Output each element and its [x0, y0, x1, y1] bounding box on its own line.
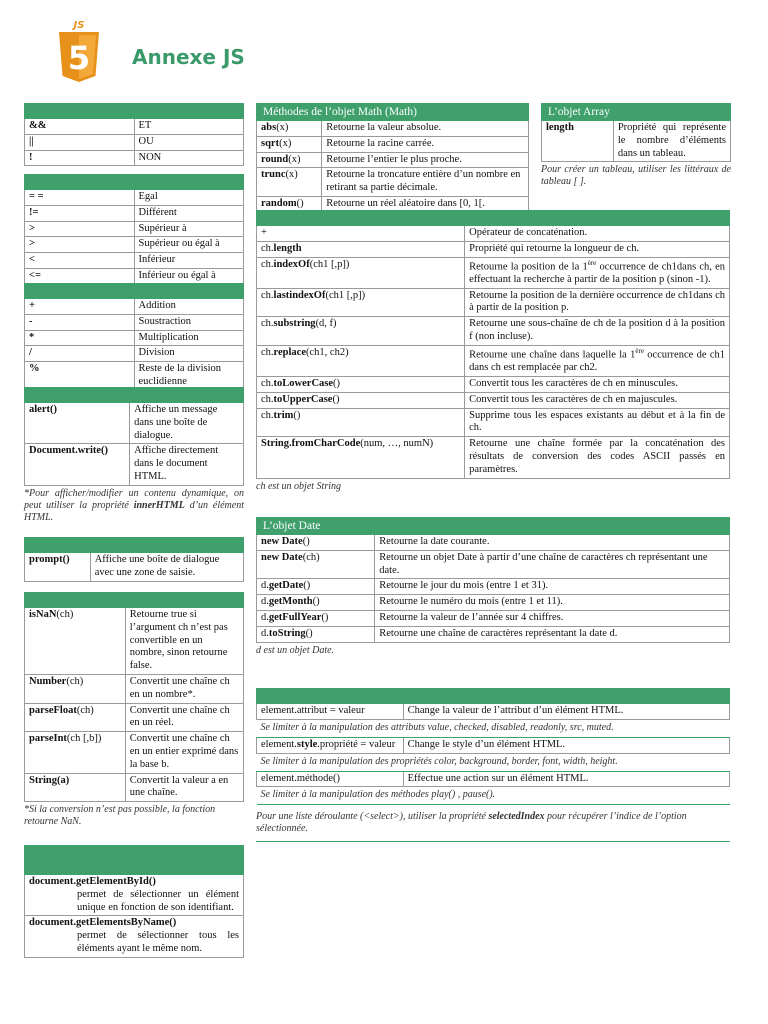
date-method: d.getFullYear(): [257, 611, 375, 627]
date-method: d.getDate(): [257, 579, 375, 595]
conversion-function: isNaN(ch): [25, 608, 126, 675]
input-section: [24, 537, 244, 582]
table-row: [25, 346, 244, 362]
conversion-function: parseFloat(ch): [25, 703, 126, 732]
operator-symbol: %: [25, 362, 135, 391]
dom-method: document.getElementById() permet de sélectionner un élément unique en fonction de son identifiant.: [25, 875, 244, 916]
string-description: Retourne une chaîne dans laquelle la 1ère occurrence de ch1 dans ch est remplacée par ch2.: [465, 345, 730, 376]
element-member: element.style.propriété = valeur: [257, 737, 404, 753]
table-row: [257, 408, 730, 437]
logo-letter: 5: [67, 39, 91, 77]
operator-description: Reste de la division euclidienne: [134, 362, 244, 391]
table-row: [25, 314, 244, 330]
string-description: Opérateur de concaténation.: [465, 226, 730, 242]
table-row: [257, 611, 730, 627]
table-row: [25, 703, 244, 732]
output-note: *Pour afficher/modifier un contenu dynamique, on peut utiliser la propriété innerHTML d’un élément HTML.: [24, 487, 244, 523]
math-description: Retourne la racine carrée.: [322, 136, 529, 152]
table-row: [25, 119, 244, 135]
element-description: Effectue une action sur un élément HTML.: [403, 771, 729, 787]
math-method: round(x): [257, 152, 322, 168]
operator-symbol: <=: [25, 268, 135, 284]
operator-symbol: !=: [25, 205, 135, 221]
conversion-description: Convertit une chaîne ch en un réel.: [125, 703, 243, 732]
operator-description: OU: [134, 134, 244, 150]
math-description: Retourne l’entier le plus proche.: [322, 152, 529, 168]
logical-operators-section: [24, 103, 244, 166]
table-row: [257, 257, 730, 288]
section-header: [25, 175, 244, 190]
date-method: d.getMonth(): [257, 595, 375, 611]
table-row: [25, 268, 244, 284]
table-row: [257, 704, 730, 720]
operator-symbol: &&: [25, 119, 135, 135]
string-description: Retourne une sous-chaîne de ch de la position d à la position f (non incluse).: [465, 317, 730, 346]
date-description: Retourne le jour du mois (entre 1 et 31).: [375, 579, 730, 595]
table-row: [257, 152, 529, 168]
string-description: Propriété qui retourne la longueur de ch.: [465, 241, 730, 257]
section-header: [257, 689, 730, 704]
note-row: [257, 787, 730, 805]
conversion-note: *Si la conversion n’est pas possible, la fonction retourne NaN.: [24, 804, 216, 828]
table-row: [25, 134, 244, 150]
math-method: sqrt(x): [257, 136, 322, 152]
string-description: Retourne la position de la 1ère occurrence de ch1dans ch, en effectuant la recherche à partir de la position p (sinon -1).: [465, 257, 730, 288]
conversion-description: Convertit une chaîne ch en un entier exprimé dans la base b.: [125, 732, 243, 773]
table-row: [25, 403, 244, 444]
operator-symbol: /: [25, 346, 135, 362]
math-method: abs(x): [257, 121, 322, 137]
operator-description: Division: [134, 346, 244, 362]
element-member: element.attribut = valeur: [257, 704, 404, 720]
operator-description: Inférieur ou égal à: [134, 268, 244, 284]
table-row: [25, 253, 244, 269]
table-row: [257, 737, 730, 753]
conversion-function: Number(ch): [25, 674, 126, 703]
element-note: Se limiter à la manipulation des attributs value, checked, disabled, readonly, src, muted.: [257, 719, 730, 737]
operator-description: Inférieur: [134, 253, 244, 269]
operator-symbol: = =: [25, 190, 135, 206]
section-header: [257, 211, 730, 226]
table-row: [257, 437, 730, 478]
string-section: [256, 210, 730, 493]
array-title: L’objet Array: [542, 104, 731, 121]
table-row: [25, 444, 244, 485]
table-row: [25, 732, 244, 773]
string-member: ch.toUpperCase(): [257, 392, 465, 408]
table-row: [25, 875, 244, 916]
table-row: [257, 345, 730, 376]
date-method: new Date(): [257, 535, 375, 551]
page-title: Annexe JS: [132, 45, 245, 69]
section-header: [25, 538, 244, 553]
date-note: d est un objet Date.: [256, 644, 335, 656]
operator-description: Addition: [134, 299, 244, 315]
operator-symbol: <: [25, 253, 135, 269]
note-row: [257, 719, 730, 737]
operator-description: Egal: [134, 190, 244, 206]
date-title: L’objet Date: [257, 518, 730, 535]
string-note: ch est un objet String: [256, 480, 341, 492]
conversion-function: String(a): [25, 773, 126, 802]
operator-symbol: +: [25, 299, 135, 315]
table-row: [25, 299, 244, 315]
conversion-description: Retourne true si l’argument ch n’est pas convertible en un nombre, sinon retourne false.: [125, 608, 243, 675]
table-row: [25, 205, 244, 221]
operator-description: Soustraction: [134, 314, 244, 330]
comparison-operators-section: [24, 174, 244, 285]
table-row: [257, 241, 730, 257]
string-member: +: [257, 226, 465, 242]
date-description: Retourne une chaîne de caractères représentant la date d.: [375, 626, 730, 642]
table-row: [257, 226, 730, 242]
operator-symbol: *: [25, 330, 135, 346]
element-section: [256, 688, 730, 842]
string-description: Supprime tous les espaces existants au début et à la fin de ch.: [465, 408, 730, 437]
section-header: [25, 388, 244, 403]
operator-description: Différent: [134, 205, 244, 221]
table-row: [25, 773, 244, 802]
table-row: [25, 916, 244, 957]
table-row: [25, 553, 244, 582]
table-row: [257, 626, 730, 642]
operator-symbol: ||: [25, 134, 135, 150]
operator-description: ET: [134, 119, 244, 135]
conversion-description: Convertit la valeur a en une chaîne.: [125, 773, 243, 802]
math-method: random(): [257, 197, 322, 213]
element-description: Change le style d’un élément HTML.: [403, 737, 729, 753]
date-method: d.toString(): [257, 626, 375, 642]
math-section: [256, 103, 529, 213]
string-member: String.fromCharCode(num, …, numN): [257, 437, 465, 478]
html5-js-logo: [56, 18, 102, 84]
logo-js-text: JS: [73, 20, 85, 31]
table-row: [257, 579, 730, 595]
dom-method: document.getElementsByName() permet de sélectionner tous les éléments ayant le même nom.: [25, 916, 244, 957]
section-header: [25, 593, 244, 608]
table-row: [25, 362, 244, 391]
table-row: [257, 392, 730, 408]
input-description: Affiche une boîte de dialogue avec une zone de saisie.: [90, 553, 243, 582]
string-member: ch.replace(ch1, ch2): [257, 345, 465, 376]
output-function: alert(): [25, 403, 130, 444]
table-row: [257, 376, 730, 392]
string-member: ch.lastindexOf(ch1 [,p]): [257, 288, 465, 317]
output-description: Affiche un message dans une boîte de dialogue.: [130, 403, 244, 444]
operator-description: Supérieur ou égal à: [134, 237, 244, 253]
date-description: Retourne le numéro du mois (entre 1 et 11).: [375, 595, 730, 611]
table-row: [25, 190, 244, 206]
table-row: [25, 221, 244, 237]
string-member: ch.trim(): [257, 408, 465, 437]
table-row: [257, 317, 730, 346]
date-description: Retourne un objet Date à partir d’une chaîne de caractères ch représentant une date.: [375, 550, 730, 579]
input-function: prompt(): [25, 553, 91, 582]
output-function: Document.write(): [25, 444, 130, 485]
table-row: [25, 150, 244, 166]
math-description: Retourne la valeur absolue.: [322, 121, 529, 137]
note-row: [257, 753, 730, 771]
string-description: Convertit tous les caractères de ch en minuscules.: [465, 376, 730, 392]
table-row: [257, 288, 730, 317]
operator-description: NON: [134, 150, 244, 166]
table-row: [25, 608, 244, 675]
element-description: Change la valeur de l’attribut d’un élément HTML.: [403, 704, 729, 720]
string-description: Retourne la position de la dernière occurrence de ch1dans ch à partir de la position p.: [465, 288, 730, 317]
date-method: new Date(ch): [257, 550, 375, 579]
string-member: ch.substring(d, f): [257, 317, 465, 346]
table-row: [257, 550, 730, 579]
array-property: length: [542, 121, 614, 162]
section-header: [25, 104, 244, 119]
table-row: [257, 595, 730, 611]
table-row: [257, 136, 529, 152]
section-header: [25, 846, 244, 875]
operator-symbol: -: [25, 314, 135, 330]
operator-description: Multiplication: [134, 330, 244, 346]
conversion-function: parseInt(ch [,b]): [25, 732, 126, 773]
table-row: [257, 168, 529, 197]
array-note: Pour créer un tableau, utiliser les littéraux de tableau [ ].: [541, 164, 731, 188]
operator-symbol: >: [25, 237, 135, 253]
element-note: Se limiter à la manipulation des propriétés color, background, border, font, width, height.: [257, 753, 730, 771]
dom-selection-section: [24, 845, 244, 958]
math-method: trunc(x): [257, 168, 322, 197]
table-row: [257, 535, 730, 551]
date-description: Retourne la valeur de l’année sur 4 chiffres.: [375, 611, 730, 627]
output-section: [24, 387, 244, 524]
date-section: [256, 517, 730, 657]
output-description: Affiche directement dans le document HTML.: [130, 444, 244, 485]
operator-symbol: !: [25, 150, 135, 166]
operator-symbol: >: [25, 221, 135, 237]
conversion-description: Convertit une chaîne ch en un nombre*.: [125, 674, 243, 703]
string-description: Convertit tous les caractères de ch en majuscules.: [465, 392, 730, 408]
table-row: [25, 330, 244, 346]
conversion-section: [24, 592, 244, 828]
string-description: Retourne une chaîne formée par la concaténation des résultats de conversion des codes ASCII passés en paramètres.: [465, 437, 730, 478]
element-note: Se limiter à la manipulation des méthodes play() , pause().: [257, 787, 730, 805]
table-row: [542, 121, 731, 162]
table-row: [257, 771, 730, 787]
math-description: Retourne un réel aléatoire dans [0, 1[.: [322, 197, 529, 213]
operator-description: Supérieur à: [134, 221, 244, 237]
array-section: [541, 103, 731, 188]
array-description: Propriété qui représente le nombre d’éléments dans un tableau.: [613, 121, 730, 162]
arithmetic-operators-section: [24, 283, 244, 391]
math-title: Méthodes de l’objet Math (Math): [257, 104, 529, 121]
table-row: [257, 121, 529, 137]
element-member: element.méthode(): [257, 771, 404, 787]
string-member: ch.length: [257, 241, 465, 257]
section-header: [25, 284, 244, 299]
date-description: Retourne la date courante.: [375, 535, 730, 551]
select-note: Pour une liste déroulante (<select>), utiliser la propriété selectedIndex pour récupérer l’indice de l’option sélectionnée.: [256, 811, 730, 842]
math-description: Retourne la troncature entière d’un nombre en retirant sa partie décimale.: [322, 168, 529, 197]
string-member: ch.toLowerCase(): [257, 376, 465, 392]
string-member: ch.indexOf(ch1 [,p]): [257, 257, 465, 288]
table-row: [25, 674, 244, 703]
table-row: [25, 237, 244, 253]
